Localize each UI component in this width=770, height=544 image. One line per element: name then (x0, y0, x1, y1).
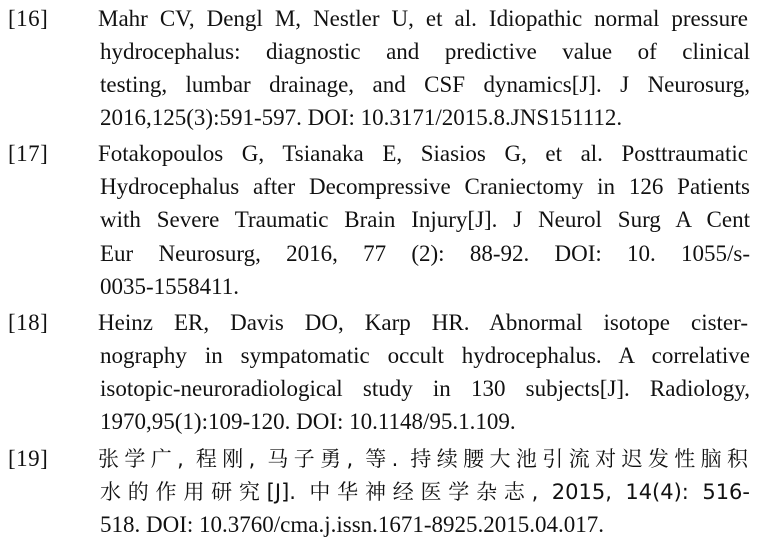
reference-line: Fotakopoulos G, Tsianaka E, Siasios G, et al. Posttraumatic (98, 141, 748, 166)
reference-line: 张学广, 程刚, 马子勇, 等. 持续腰大池引流对迟发性脑积 (98, 447, 748, 471)
reference-line: Mahr CV, Dengl M, Nestler U, et al. Idiopathic normal pressure (98, 6, 748, 31)
reference-line: testing, lumbar drainage, and CSF dynamics[J]. J Neurosurg, (100, 72, 750, 97)
reference-line: nography in sympatomatic occult hydrocephalus. A correlative (100, 343, 750, 368)
reference-line: Eur Neurosurg, 2016, 77 (2): 88-92. DOI: 10. 1055/s- (100, 241, 750, 266)
reference-number: [19] (8, 446, 49, 471)
reference-line: isotopic-neuroradiological study in 130 subjects[J]. Radiology, (100, 376, 750, 401)
reference-line: 水的作用研究[J]. 中华神经医学杂志, 2015, 14(4): 516- (100, 480, 750, 504)
reference-line: hydrocephalus: diagnostic and predictive value of clinical (100, 39, 750, 64)
reference-line: 2016,125(3):591-597. DOI: 10.3171/2015.8.JNS151112. (100, 105, 623, 130)
reference-line: with Severe Traumatic Brain Injury[J]. J Neurol Surg A Cent (100, 207, 750, 232)
reference-number: [17] (8, 141, 49, 166)
reference-number: [18] (8, 310, 49, 335)
reference-line: 1970,95(1):109-120. DOI: 10.1148/95.1.109. (100, 409, 516, 434)
reference-line: 0035-1558411. (100, 274, 240, 299)
reference-line: Heinz ER, Davis DO, Karp HR. Abnormal isotope cister- (98, 310, 748, 335)
reference-line: 518. DOI: 10.3760/cma.j.issn.1671-8925.2015.04.017. (100, 512, 605, 537)
reference-line: Hydrocephalus after Decompressive Craniectomy in 126 Patients (100, 174, 750, 199)
reference-number: [16] (8, 6, 49, 31)
